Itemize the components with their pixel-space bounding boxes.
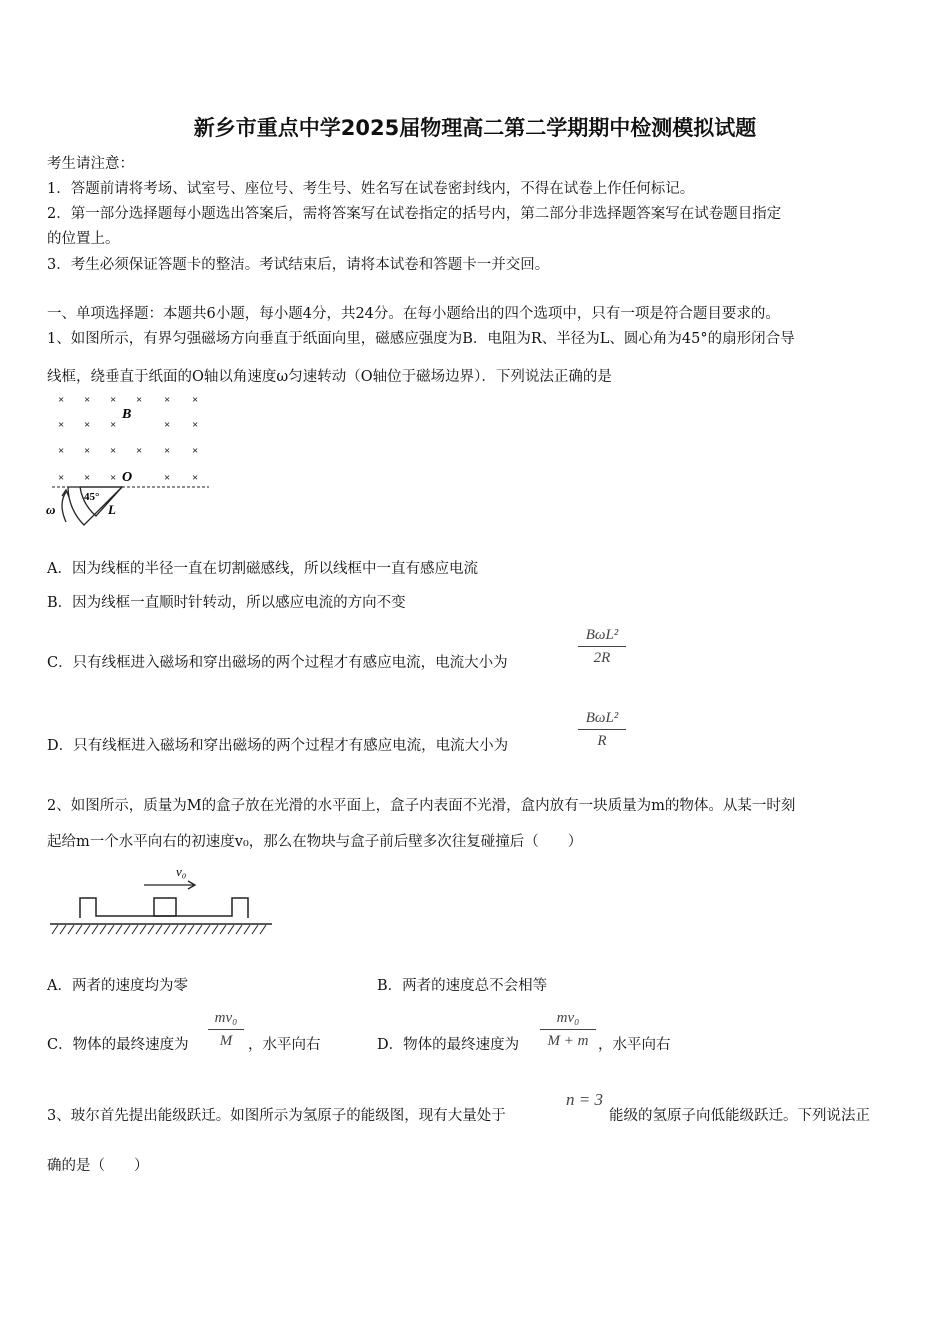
notice-item-1: 1．答题前请将考场、试室号、座位号、考生号、姓名写在试卷密封线内，不得在试卷上作任何标记。: [47, 181, 695, 197]
angle-label: 45°: [84, 491, 100, 503]
notice-heading: 考生请注意：: [47, 156, 134, 172]
q1-formula-c: BωL² 2R: [578, 625, 626, 668]
q3-stem-line-1-prefix: 3、玻尔首先提出能级跃迁。如图所示为氢原子的能级图，现有大量处于: [47, 1108, 506, 1124]
notice-item-3: 3．考生必须保证答题卡的整洁。考试结束后，请将本试卷和答题卡一并交回。: [47, 257, 550, 273]
q1-stem-line-2: 线框，绕垂直于纸面的O轴以角速度ω匀速转动（O轴位于磁场边界）．下列说法正确的是: [47, 369, 612, 385]
q1-option-a: A．因为线框的半径一直在切割磁感线，所以线框中一直有感应电流: [47, 561, 478, 577]
q2-stem-line-1: 2、如图所示，质量为M的盒子放在光滑的水平面上，盒子内表面不光滑，盒内放有一块质量为m的物体。从某一时刻: [47, 798, 796, 814]
svg-text:×: ×: [110, 394, 117, 406]
rotation-arrow: [62, 492, 66, 522]
page-title: 新乡市重点中学2025届物理高二第二学期期中检测模拟试题: [193, 116, 757, 140]
q1-figure-magnetic-field: [44, 388, 214, 528]
svg-text:×: ×: [164, 445, 171, 457]
q2-figure-box: [46, 858, 276, 943]
q1-option-d: D．只有线框进入磁场和穿出磁场的两个过程才有感应电流，电流大小为: [47, 738, 509, 754]
q2-option-d-prefix: D．物体的最终速度为: [377, 1037, 520, 1053]
q1-option-c: C．只有线框进入磁场和穿出磁场的两个过程才有感应电流，电流大小为: [47, 655, 508, 671]
field-label-B: B: [122, 407, 132, 422]
svg-text:×: ×: [58, 394, 65, 406]
svg-text:×: ×: [84, 419, 91, 431]
svg-text:×: ×: [164, 394, 171, 406]
box-outline: [80, 898, 248, 918]
q2-formula-c: mv₀ M: [208, 1008, 244, 1051]
svg-text:×: ×: [136, 394, 143, 406]
section-heading: 一、单项选择题：本题共6小题，每小题4分，共24分。在每小题给出的四个选项中，只有一项是符合题目要求的。: [47, 306, 780, 322]
q3-stem-line-2: 确的是（ ）: [47, 1158, 149, 1174]
svg-text:×: ×: [84, 394, 91, 406]
svg-text:×: ×: [192, 394, 199, 406]
velocity-label: v₀: [176, 864, 187, 879]
radius-label-L: L: [108, 502, 116, 517]
q2-formula-d: mv₀ M + m: [540, 1008, 596, 1051]
svg-text:×: ×: [192, 445, 199, 457]
notice-item-2: 2．第一部分选择题每小题选出答案后，需将答案写在试卷指定的括号内，第二部分非选择题答案写在试卷题目指定: [47, 206, 782, 222]
svg-text:×: ×: [164, 472, 171, 484]
q3-math-n3: n = 3: [566, 1090, 603, 1109]
svg-text:×: ×: [84, 472, 91, 484]
svg-text:×: ×: [136, 445, 143, 457]
q2-option-c-prefix: C．物体的最终速度为: [47, 1037, 189, 1053]
svg-text:×: ×: [164, 419, 171, 431]
svg-text:×: ×: [58, 419, 65, 431]
svg-text:×: ×: [192, 419, 199, 431]
svg-text:×: ×: [110, 472, 117, 484]
q1-formula-d: BωL² R: [578, 708, 626, 751]
q1-stem-line-1: 1、如图所示，有界匀强磁场方向垂直于纸面向里，磁感应强度为B．电阻为R、半径为L、圆心角为45°的扇形闭合导: [47, 331, 795, 347]
svg-text:×: ×: [58, 472, 65, 484]
omega-label: ω: [46, 502, 56, 517]
q2-option-c-suffix: ，水平向右: [248, 1037, 321, 1053]
pivot-label-O: O: [122, 470, 133, 485]
small-block: [154, 898, 176, 916]
svg-text:×: ×: [110, 445, 117, 457]
q2-option-d-suffix: ，水平向右: [598, 1037, 671, 1053]
q2-option-b: B．两者的速度总不会相等: [377, 978, 548, 994]
q2-stem-line-2: 起给m一个水平向右的初速度v₀，那么在物块与盒子前后壁多次往复碰撞后（ ）: [47, 834, 583, 850]
svg-text:×: ×: [110, 419, 117, 431]
svg-text:×: ×: [192, 472, 199, 484]
svg-text:×: ×: [58, 445, 65, 457]
svg-text:×: ×: [84, 445, 91, 457]
q1-option-b: B．因为线框一直顺时针转动，所以感应电流的方向不变: [47, 595, 406, 611]
q3-stem-line-1-suffix: 能级的氢原子向低能级跃迁。下列说法正: [609, 1108, 870, 1124]
notice-item-2-cont: 的位置上。: [47, 231, 120, 247]
q2-option-a: A．两者的速度均为零: [47, 978, 188, 994]
ground-hatching: [52, 925, 266, 934]
